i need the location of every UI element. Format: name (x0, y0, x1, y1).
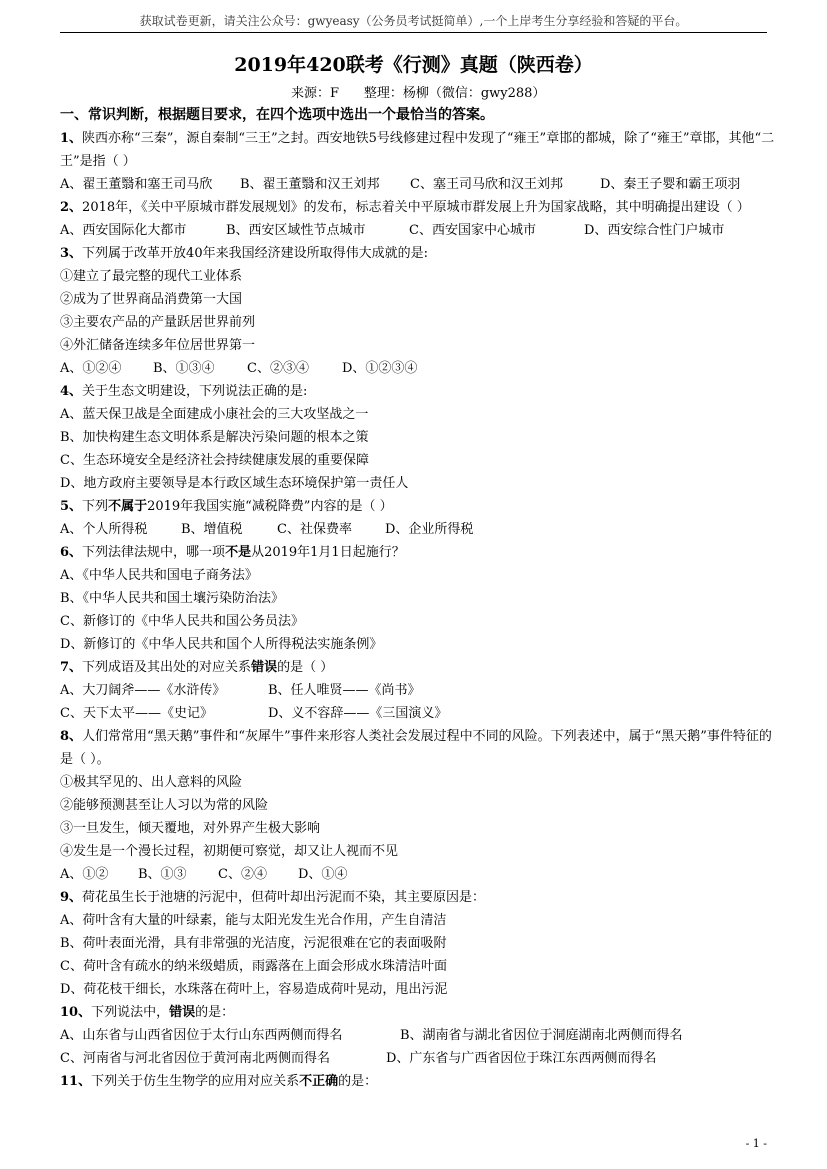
option-a: A、①②④ (60, 361, 122, 376)
question-7-options-row-1 (60, 679, 775, 702)
section-heading: 一、常识判断，根据题目要求，在四个选项中选出一个最恰当的答案。 (60, 107, 494, 123)
option-b: B、湖南省与湖北省因位于洞庭湖南北两侧而得名 (400, 1028, 683, 1043)
question-8-options (60, 863, 775, 886)
option-a: A、蓝天保卫战是全面建成小康社会的三大攻坚战之一 (60, 407, 369, 422)
option-c: C、新修订的《中华人民共和国公务员法》 (60, 614, 304, 629)
option-a: A、西安国际化大都市 (60, 223, 187, 238)
statement-4: ④外汇储备连续多年位居世界第一 (60, 338, 256, 353)
document-body (60, 103, 775, 1093)
emphasis: 不是 (225, 545, 252, 560)
question-4: 4、关于生态文明建设，下列说法正确的是: (60, 384, 308, 399)
question-stem: 下列属于改革开放40年来我国经济建设所取得伟大成就的是: (82, 246, 428, 261)
option-c: C、②③④ (247, 361, 309, 376)
question-2-options (60, 219, 775, 242)
option-d: D、广东省与广西省因位于珠江东西两侧而得名 (386, 1051, 657, 1066)
option-c: C、荷叶含有疏水的纳米级蜡质，雨露落在上面会形成水珠清洁叶面 (60, 959, 447, 974)
option-d: D、西安综合性门户城市 (584, 223, 725, 238)
option-d: D、企业所得税 (385, 522, 474, 537)
option-a: A、①② (60, 867, 109, 882)
question-3: 3、下列属于改革开放40年来我国经济建设所取得伟大成就的是: (60, 246, 428, 261)
statement-3: ③主要农产品的产量跃居世界前列 (60, 315, 256, 330)
option-c: C、天下太平——《史记》 (60, 706, 213, 721)
option-d: D、①②③④ (342, 361, 418, 376)
option-b: B、任人唯贤——《尚书》 (268, 683, 421, 698)
option-a: A、翟王董翳和塞王司马欣 (60, 177, 213, 192)
question-stem: 关于生态文明建设，下列说法正确的是: (82, 384, 308, 399)
statement-1: ①极其罕见的、出人意料的风险 (60, 775, 243, 790)
document-title: 2019年420联考《行测》真题（陕西卷） (234, 54, 593, 76)
option-c: C、②④ (218, 867, 267, 882)
question-7: 7、下列成语及其出处的对应关系错误的是（ ） (60, 660, 334, 675)
page-header-notice: 获取试卷更新，请关注公众号：gwyeasy（公务员考试挺简单）,一个上岸考生分享经验和答疑的平台。 (139, 14, 688, 28)
option-b: B、①③④ (153, 361, 215, 376)
option-d: D、义不容辞——《三国演义》 (268, 706, 448, 721)
option-a: A、山东省与山西省因位于太行山东西两侧而得名 (60, 1028, 343, 1043)
question-stem: 2018年，《关中平原城市群发展规划》的发布，标志着关中平原城市群发展上升为国家战略，其中明确提出建设（ ） (82, 200, 750, 215)
question-1-options (60, 173, 775, 196)
question-7-options-row-2 (60, 702, 775, 725)
option-d: D、①④ (298, 867, 348, 882)
option-d: D、秦王子婴和霸王项羽 (600, 177, 741, 192)
question-10-options-row-2 (60, 1047, 775, 1070)
emphasis: 错误 (251, 660, 278, 675)
option-a: A、荷叶含有大量的叶绿素，能与太阳光发生光合作用，产生自清洁 (60, 913, 447, 928)
question-3-options (60, 357, 775, 380)
question-9: 9、荷花虽生长于池塘的污泥中，但荷叶却出污泥而不染，其主要原因是： (60, 890, 486, 905)
option-b: B、翟王董翳和汉王刘邦 (240, 177, 380, 192)
question-6: 6、下列法律法规中，哪一项不是从2019年1月1日起施行？ (60, 545, 405, 560)
option-a: A、大刀阔斧——《水浒传》 (60, 683, 226, 698)
question-stem: 荷花虽生长于池塘的污泥中，但荷叶却出污泥而不染，其主要原因是： (82, 890, 486, 905)
question-5-options (60, 518, 775, 541)
option-a: A、《中华人民共和国电子商务法》 (60, 568, 258, 583)
option-c: C、塞王司马欣和汉王刘邦 (410, 177, 563, 192)
option-d: D、新修订的《中华人民共和国个人所得税法实施条例》 (60, 637, 383, 652)
question-10: 10、下列说法中，错误的是： (60, 1005, 235, 1020)
option-d: D、地方政府主要领导是本行政区域生态环境保护第一责任人 (60, 476, 409, 491)
option-d: D、荷花枝干细长，水珠落在荷叶上，容易造成荷叶晃动，甩出污泥 (60, 982, 448, 997)
option-b: B、《中华人民共和国土壤污染防治法》 (60, 591, 285, 606)
source-line: 来源：F 整理：杨柳（微信：gwy288） (291, 86, 546, 101)
emphasis: 不属于 (108, 499, 148, 514)
question-5: 5、下列不属于2019年我国实施“减税降费”内容的是（ ） (60, 499, 393, 514)
statement-3: ③一旦发生，倾天覆地，对外界产生极大影响 (60, 821, 321, 836)
option-b: B、西安区域性节点城市 (226, 223, 366, 238)
statement-2: ②能够预测甚至让人习以为常的风险 (60, 798, 269, 813)
emphasis: 错误 (169, 1005, 196, 1020)
option-b: B、增值税 (181, 522, 243, 537)
option-b: B、荷叶表面光滑，具有非常强的光洁度，污泥很难在它的表面吸附 (60, 936, 447, 951)
question-10-options-row-1 (60, 1024, 775, 1047)
option-b: B、①③ (138, 867, 187, 882)
question-2: 2、2018年，《关中平原城市群发展规划》的发布，标志着关中平原城市群发展上升为国家战略，其中明确提出建设（ ） (60, 200, 750, 215)
option-c: C、西安国家中心城市 (409, 223, 536, 238)
statement-4: ④发生是一个漫长过程，初期便可察觉，却又让人视而不见 (60, 844, 399, 859)
emphasis: 不正确 (299, 1074, 339, 1089)
question-8: 8、人们常常用“黑天鹅”事件和“灰犀牛”事件来形容人类社会发展过程中不同的风险。下列表述中，属于“黑天鹅”事件特征的是（ ）。 (60, 729, 772, 767)
option-a: A、个人所得税 (60, 522, 148, 537)
question-1: 1、陕西亦称“三秦”，源自秦制“三王”之封。西安地铁5号线修建过程中发现了“雍王”章邯的都城，除了“雍王”章邯，其他“二王”是指（ ） (60, 131, 775, 169)
statement-2: ②成为了世界商品消费第一大国 (60, 292, 243, 307)
option-c: C、社保费率 (277, 522, 352, 537)
question-11: 11、下列关于仿生生物学的应用对应关系不正确的是： (60, 1074, 378, 1089)
option-c: C、河南省与河北省因位于黄河南北两侧而得名 (60, 1051, 330, 1066)
question-stem: 陕西亦称“三秦”，源自秦制“三王”之封。西安地铁5号线修建过程中发现了“雍王”章邯的都城，除了“雍王”章邯，其他“二王”是指（ ） (60, 131, 775, 169)
question-stem: 人们常常用“黑天鹅”事件和“灰犀牛”事件来形容人类社会发展过程中不同的风险。下列表述中，属于“黑天鹅”事件特征的是（ ）。 (60, 729, 772, 767)
page-number: - 1 - (745, 1137, 767, 1150)
header-divider (60, 32, 767, 33)
option-b: B、加快构建生态文明体系是解决污染问题的根本之策 (60, 430, 369, 445)
option-c: C、生态环境安全是经济社会持续健康发展的重要保障 (60, 453, 369, 468)
statement-1: ①建立了最完整的现代工业体系 (60, 269, 243, 284)
